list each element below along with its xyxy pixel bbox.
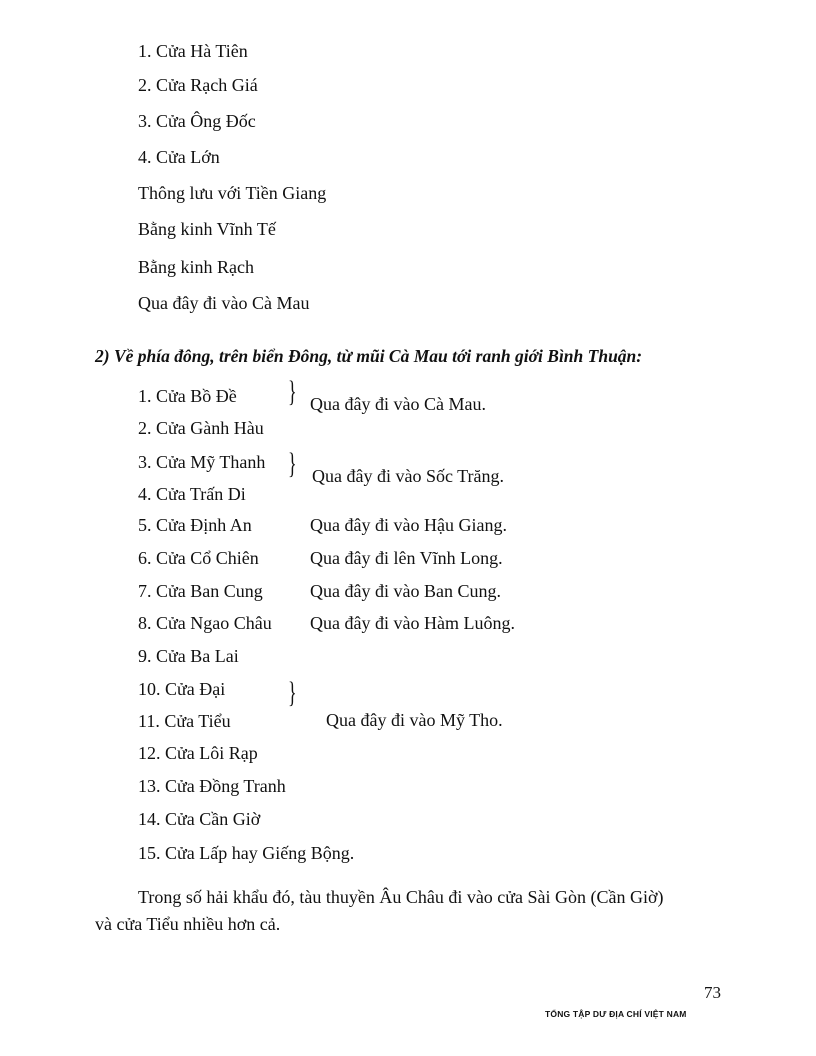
note-dai-tieu: Qua đây đi vào Mỹ Tho.	[326, 710, 503, 730]
list2-item-5: 5. Cửa Định An	[138, 515, 252, 535]
brace-icon: }	[288, 375, 297, 408]
list2-item-7: 7. Cửa Ban Cung	[138, 581, 263, 601]
list2-item-6: 6. Cửa Cổ Chiên	[138, 548, 259, 568]
brace-icon: }	[288, 447, 297, 480]
page-number: 73	[704, 983, 721, 1002]
note-ngao-chau: Qua đây đi vào Hàm Luông.	[310, 613, 515, 633]
list2-item-1: 1. Cửa Bồ Đề	[138, 386, 237, 406]
list2-item-8: 8. Cửa Ngao Châu	[138, 613, 272, 633]
list2-item-11: 11. Cửa Tiểu	[138, 711, 231, 731]
list2-item-3: 3. Cửa Mỹ Thanh	[138, 452, 266, 472]
list1-item-7: Bằng kinh Rạch	[138, 257, 254, 277]
note-ban-cung: Qua đây đi vào Ban Cung.	[310, 581, 501, 601]
note-co-chien: Qua đây đi lên Vĩnh Long.	[310, 548, 503, 568]
list1-item-2: 2. Cửa Rạch Giá	[138, 75, 258, 95]
list1-item-8: Qua đây đi vào Cà Mau	[138, 293, 310, 313]
list2-item-14: 14. Cửa Cần Giờ	[138, 809, 261, 829]
list2-item-12: 12. Cửa Lôi Rạp	[138, 743, 258, 763]
list2-item-9: 9. Cửa Ba Lai	[138, 646, 239, 666]
list1-item-3: 3. Cửa Ông Đốc	[138, 111, 256, 131]
list1-item-1: 1. Cửa Hà Tiên	[138, 41, 248, 61]
list2-item-13: 13. Cửa Đồng Tranh	[138, 776, 286, 796]
note-my-thanh-tran-di: Qua đây đi vào Sốc Trăng.	[312, 466, 504, 486]
running-footer: TỔNG TẬP DƯ ĐỊA CHÍ VIỆT NAM	[545, 1009, 687, 1019]
list1-item-5: Thông lưu với Tiền Giang	[138, 183, 327, 203]
list2-item-2: 2. Cửa Gành Hàu	[138, 418, 264, 438]
note-bo-de-ganh-hau: Qua đây đi vào Cà Mau.	[310, 394, 486, 414]
paragraph-line-1: Trong số hải khẩu đó, tàu thuyền Âu Châu đi vào cửa Sài Gòn (Cần Giờ)	[138, 887, 664, 907]
list1-item-6: Bằng kinh Vĩnh Tế	[138, 219, 276, 239]
list2-item-10: 10. Cửa Đại	[138, 679, 226, 699]
list2-item-4: 4. Cửa Trấn Di	[138, 484, 246, 504]
section-heading: 2) Về phía đông, trên biển Đông, từ mũi Cà Mau tới ranh giới Bình Thuận:	[95, 346, 643, 366]
list1-item-4: 4. Cửa Lớn	[138, 147, 220, 167]
list2-item-15: 15. Cửa Lấp hay Giếng Bộng.	[138, 843, 355, 863]
paragraph-line-2: và cửa Tiểu nhiều hơn cả.	[95, 914, 281, 934]
brace-icon: }	[288, 676, 297, 709]
note-dinh-an: Qua đây đi vào Hậu Giang.	[310, 515, 507, 535]
